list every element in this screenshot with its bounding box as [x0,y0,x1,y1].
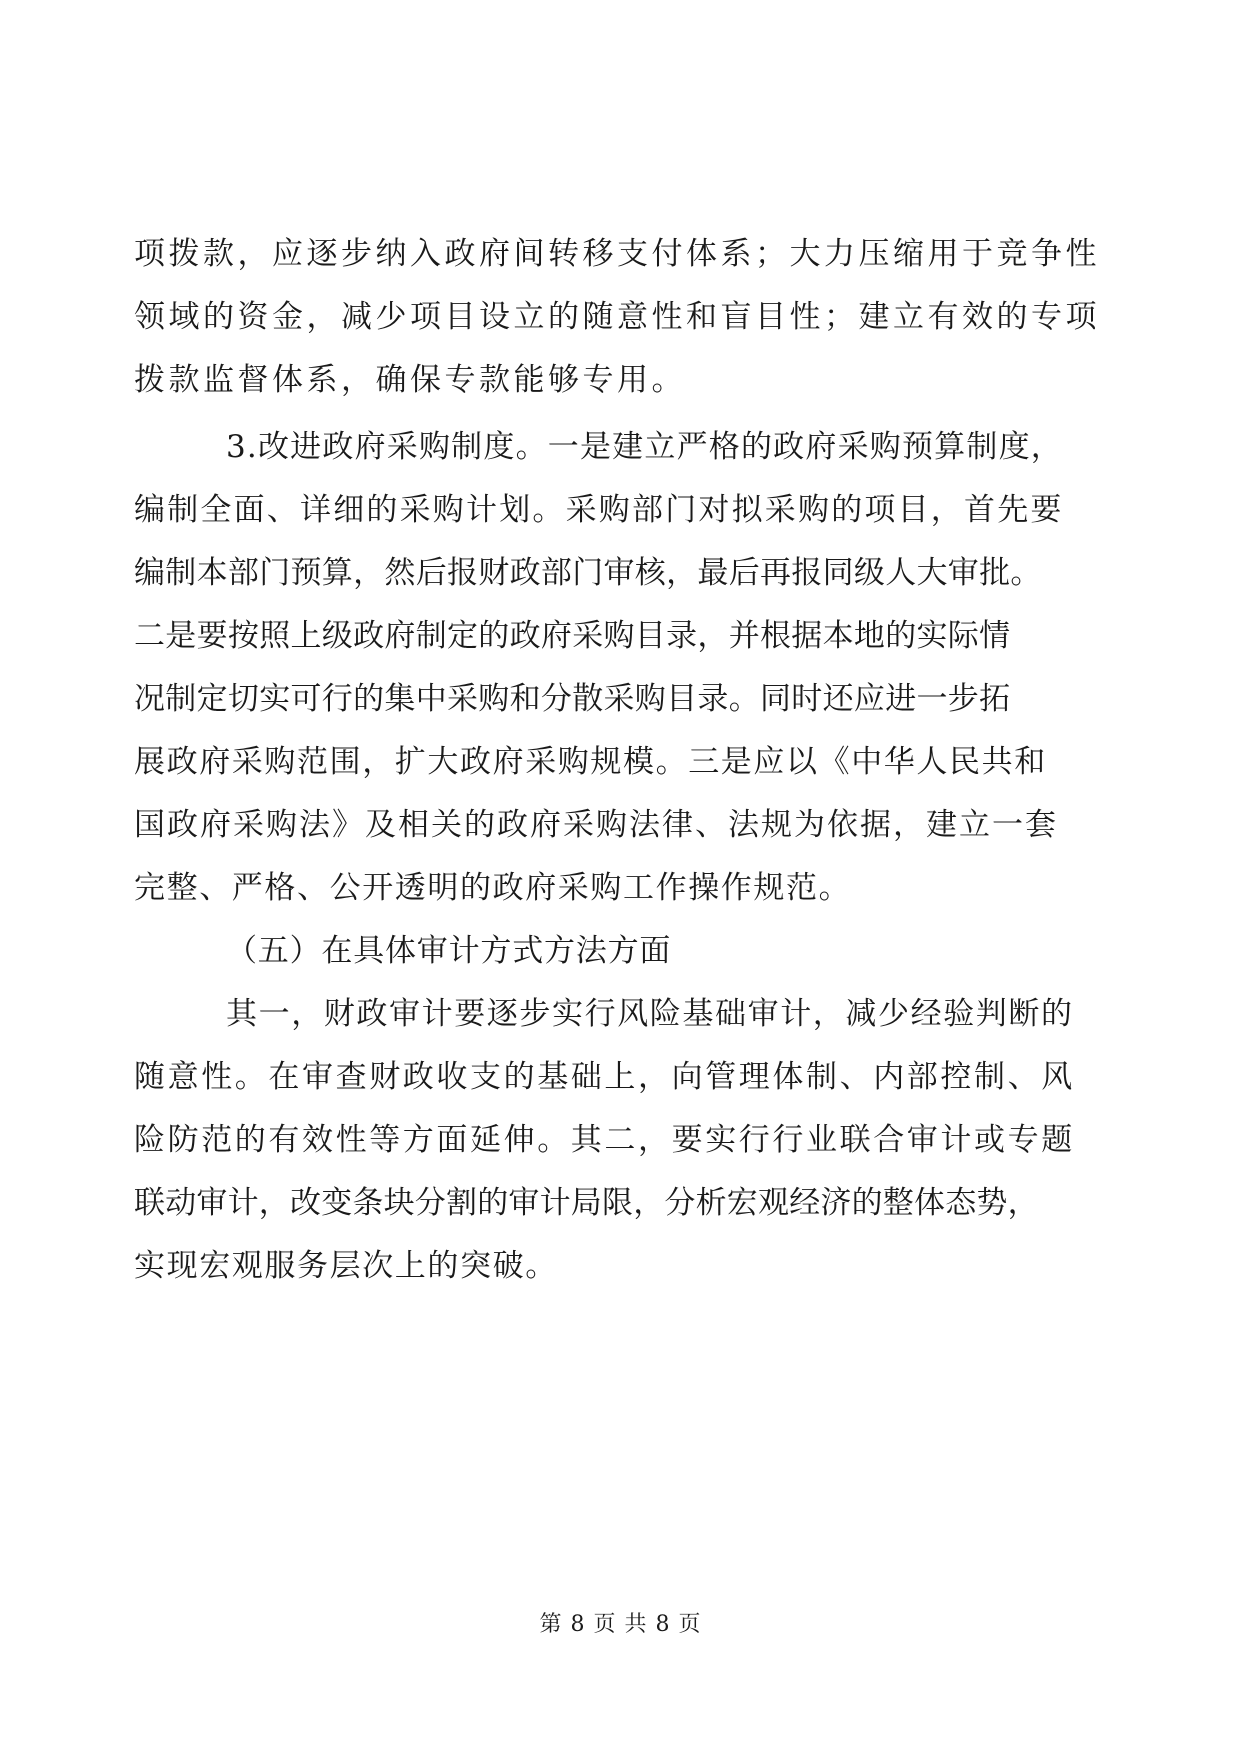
text-line: 编制全面、详细的采购计划。采购部门对拟采购的项目，首先要 [134,492,1064,528]
text-line: 3.改进政府采购制度。一是建立严格的政府采购预算制度， [226,429,1063,465]
text-line: 二是要按照上级政府制定的政府采购目录，并根据本地的实际情 [134,618,1011,654]
section-heading: （五）在具体审计方式方法方面 [226,933,672,969]
text-line: 国政府采购法》及相关的政府采购法律、法规为依据，建立一套 [134,807,1058,843]
page-footer: 第 8 页 共 8 页 [539,1612,702,1637]
text-line: 实现宏观服务层次上的突破。 [134,1248,558,1284]
text-line: 编制本部门预算，然后报财政部门审核，最后再报同级人大审批。 [134,555,1042,591]
text-line: 领域的资金，减少项目设立的随意性和盲目性；建立有效的专项 [134,299,1100,335]
text-line: 况制定切实可行的集中采购和分散采购目录。同时还应进一步拓 [134,681,1011,717]
text-line: 展政府采购范围，扩大政府采购规模。三是应以《中华人民共和 [134,744,1047,780]
text-line: 项拨款，应逐步纳入政府间转移支付体系；大力压缩用于竞争性 [134,236,1100,272]
text-line: 完整、严格、公开透明的政府采购工作操作规范。 [134,870,852,906]
text-line: 拨款监督体系，确保专款能够专用。 [134,362,686,398]
text-line: 联动审计，改变条块分割的审计局限，分析宏观经济的整体态势， [134,1185,1039,1221]
text-line: 其一，财政审计要逐步实行风险基础审计，减少经验判断的 [226,996,1074,1032]
text-line: 随意性。在审查财政收支的基础上，向管理体制、内部控制、风 [134,1059,1075,1095]
text-line: 险防范的有效性等方面延伸。其二，要实行行业联合审计或专题 [134,1122,1075,1158]
